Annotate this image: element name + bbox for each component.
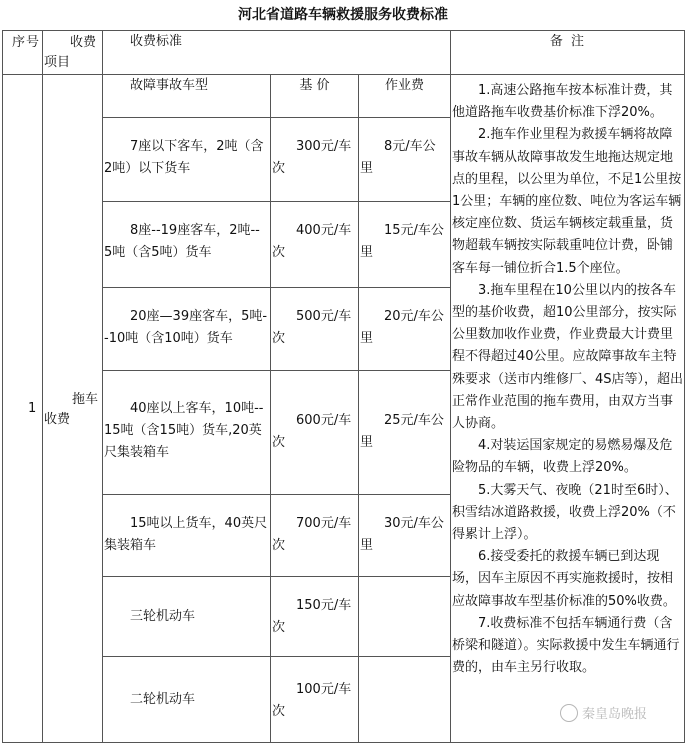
col-divider-seq [42, 30, 43, 743]
remark-item: 1.高速公路拖车按本标准计费，其他道路拖车收费基价标准下浮20%。 [452, 83, 673, 121]
vehicle-type-cell: 7座以下客车，2吨（含2吨）以下货车 [104, 139, 264, 176]
work-fee-cell: 30元/车公里 [360, 516, 444, 553]
subheader-work-fee: 作业费 [384, 78, 424, 93]
header-standard: 收费标准 [130, 34, 183, 49]
subheader-vehicle-type: 故障事故车型 [130, 78, 209, 93]
page-title: 河北省道路车辆救援服务收费标准 [238, 7, 448, 23]
subheader-base-price: 基 价 [299, 78, 330, 93]
work-fee-cell: 15元/车公里 [360, 223, 444, 260]
base-price-cell: 150元/车次 [272, 598, 352, 635]
base-price-cell: 700元/车次 [272, 516, 352, 553]
work-fee-cell: 20元/车公里 [360, 309, 444, 346]
col-divider-remarks [450, 30, 451, 743]
remarks-text [452, 80, 684, 679]
row-item: 拖车收费 [44, 392, 99, 427]
base-price-cell: 600元/车次 [272, 413, 352, 450]
table-border-right [684, 30, 685, 743]
watermark-logo-icon [560, 704, 578, 722]
remark-item: 2.拖车作业里程为救援车辆将故障事故车辆从故障事故发生地拖达规定地点的里程，以公里为单位，不足1公里按1公里；车辆的座位数、吨位为客运车辆核定座位数、货运车辆核定载重量，货物超载车辆按实际载重吨位计费，卧铺客车每一铺位折合1.5个座位。 [452, 127, 682, 276]
vehicle-type-cell: 二轮机动车 [130, 692, 196, 707]
row-divider [102, 494, 450, 495]
table-border-left [2, 30, 3, 743]
remark-item: 3.拖车里程在10公里以内的按各车型的基价收费，超10公里部分，按实际公里数加收作业费，作业费最大计费里程不得超过40公里。应故障事故车主特殊要求（送市内维修厂、4S店等），超出正常作业范围的拖车费用，由双方当事人协商。 [452, 282, 684, 432]
remark-item: 5.大雾天气、夜晚（21时至6时）、积雪结冰道路救援，收费上浮20%（不得累计上浮）。 [452, 482, 678, 543]
base-price-cell: 400元/车次 [272, 223, 352, 260]
col-divider-item [102, 30, 103, 743]
vehicle-type-cell: 20座—39座客车，5吨--10吨（含10吨）货车 [104, 309, 268, 346]
col-divider-base [358, 74, 359, 743]
row-divider [102, 201, 450, 202]
base-price-cell: 500元/车次 [272, 309, 352, 346]
remark-item: 7.收费标准不包括车辆通行费（含桥梁和隧道）。实际救援中发生车辆通行费的，由车主另行收取。 [452, 615, 680, 676]
row-divider [102, 117, 450, 118]
header-item: 收费项目 [44, 35, 97, 70]
row-divider [102, 656, 450, 657]
watermark: 秦皇岛晚报 [560, 704, 680, 726]
col-divider-type [270, 74, 271, 743]
vehicle-type-cell: 40座以上客车，10吨--15吨（含15吨）货车,20英尺集装箱车 [104, 401, 264, 460]
row-divider [102, 576, 450, 577]
header-remarks: 备 注 [549, 34, 587, 49]
work-fee-cell: 8元/车公里 [360, 139, 436, 176]
header-seq: 序号 [11, 35, 40, 50]
base-price-cell: 100元/车次 [272, 682, 352, 719]
work-fee-cell: 25元/车公里 [360, 413, 444, 450]
row-divider [102, 287, 450, 288]
table-border-bottom [2, 742, 684, 743]
row-divider [102, 370, 450, 371]
remark-item: 6.接受委托的救援车辆已到达现场，因车主原因不再实施救援时，按相应故障事故车型基价标准的50%收费。 [452, 549, 676, 609]
base-price-cell: 300元/车次 [272, 139, 352, 176]
remark-item: 4.对装运国家规定的易燃易爆及危险物品的车辆，收费上浮20%。 [452, 438, 673, 476]
vehicle-type-cell: 三轮机动车 [130, 609, 196, 624]
vehicle-type-cell: 15吨以上货车，40英尺集装箱车 [104, 516, 268, 553]
row-seq: 1 [28, 401, 37, 416]
vehicle-type-cell: 8座--19座客车，2吨--5吨（含5吨）货车 [104, 223, 260, 260]
